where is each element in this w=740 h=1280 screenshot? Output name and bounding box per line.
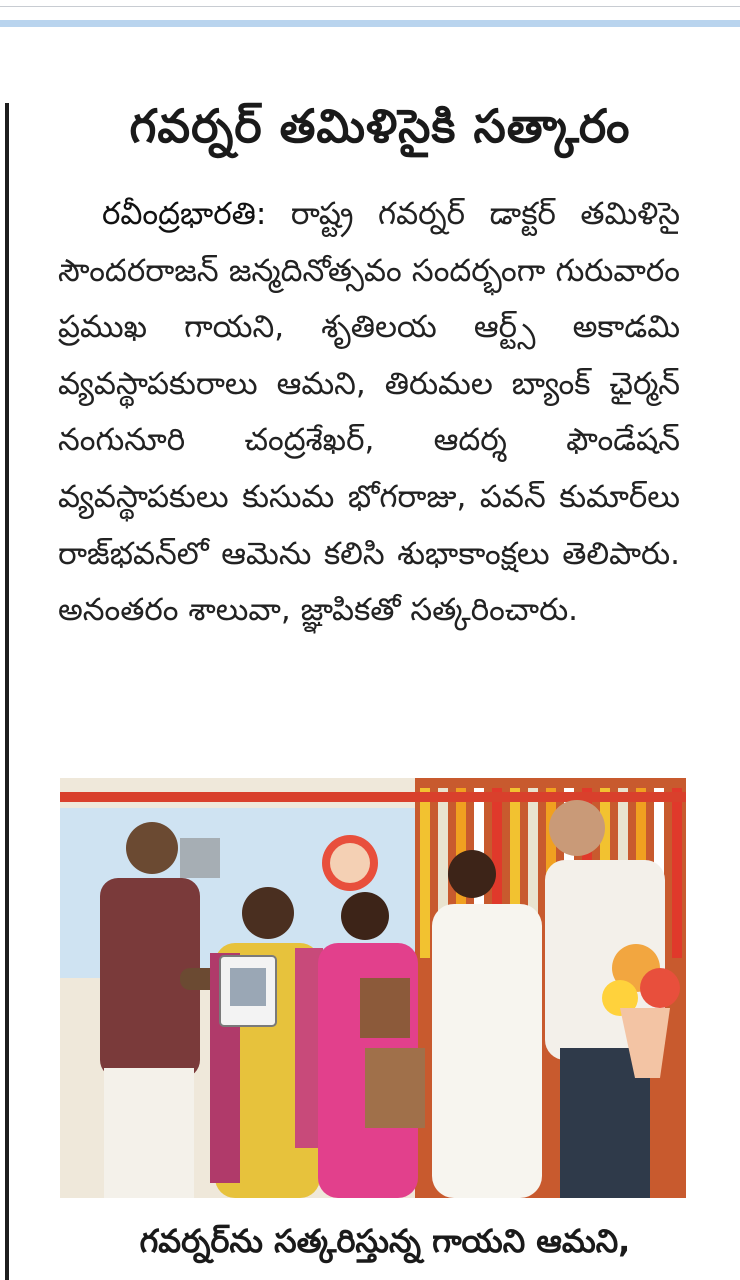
top-divider [0,6,740,7]
article-text: రాష్ట్ర గవర్నర్ డాక్టర్ తమిళిసై సౌందరరాజన్ జన్మదినోత్సవం సందర్భంగా గురువారం ప్రముఖ గాయని, శృతిలయ ఆర్ట్స్ అకాడమి వ్యవస్థాపకురాలు ఆమని, తిరుమల బ్యాంక్ ఛైర్మన్ నంగునూరి చంద్రశేఖర్, ఆదర్శ ఫౌండేషన్ వ్యవస్థాపకులు కుసుమ భోగరాజు, పవన్ కుమార్‌లు రాజ్‌భవన్‌లో ఆమెను కలిసి శుభాకాంక్షలు తెలిపారు. అనంతరం శాలువా, జ్ఞాపికతో సత్కరించారు. [58,196,680,629]
dateline: రవీంద్రభారతి: [102,196,267,232]
news-photo [60,778,686,1198]
article-body [58,186,680,752]
photo-illustration [60,778,686,1198]
emblem-logo [180,838,220,878]
headline: గవర్నర్ తమిళిసైకి సత్కారం [129,99,631,153]
photo-caption: గవర్నర్‌ను సత్కరిస్తున్న గాయని ఆమని, [139,1222,631,1260]
column-rule [5,103,9,1280]
top-strip [0,0,740,40]
header-band [0,20,740,27]
